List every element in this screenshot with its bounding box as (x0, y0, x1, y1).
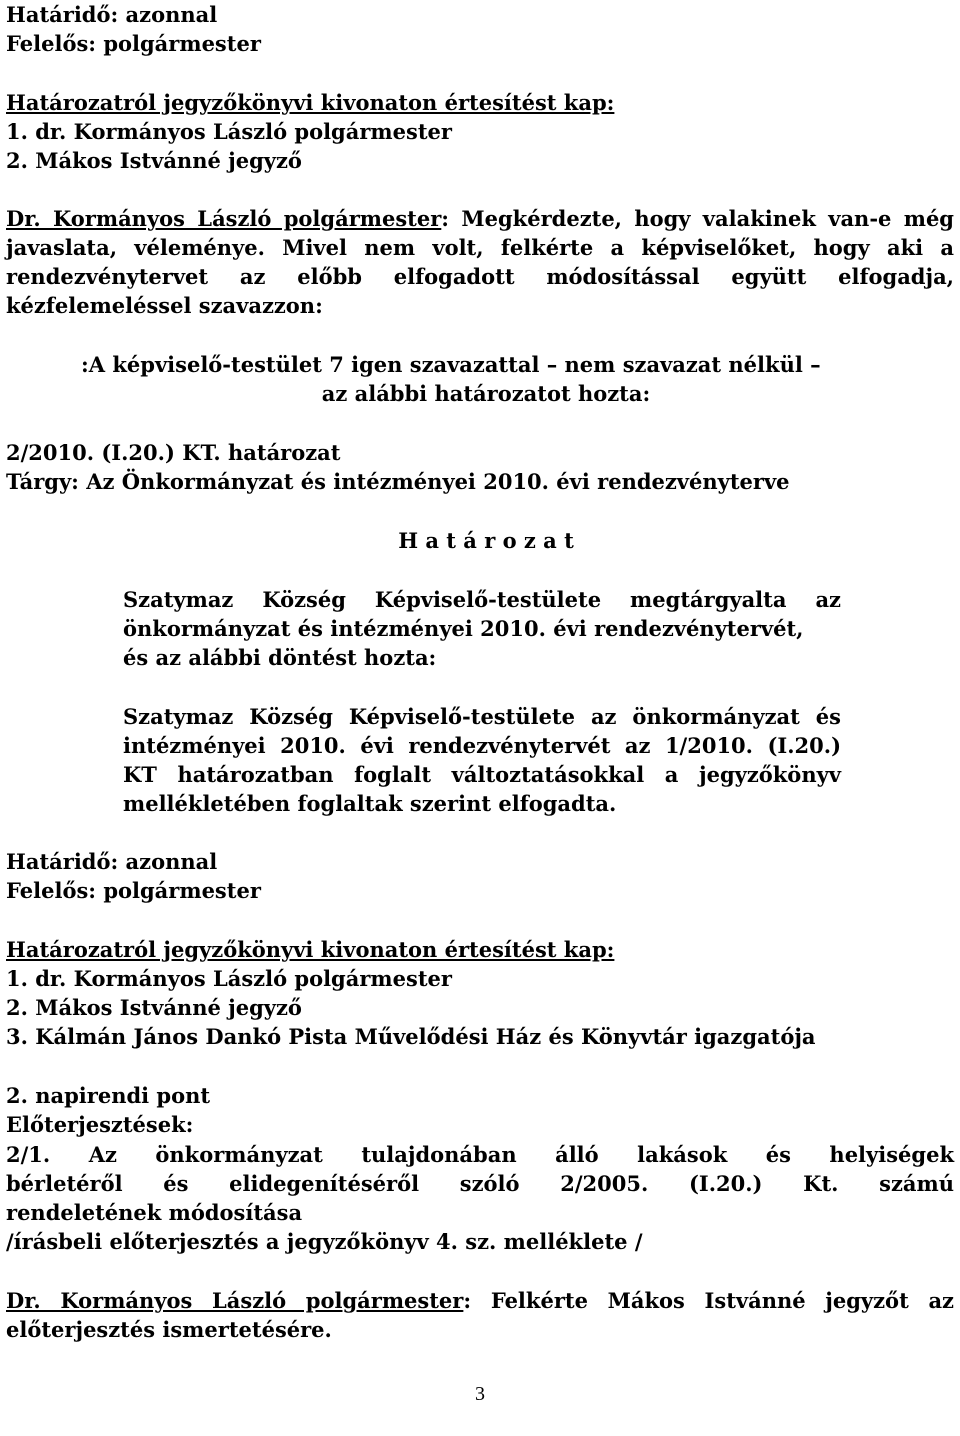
agenda-proposal-line2: bérletéről és elidegenítéséről szóló 2/2005. (I.20.) Kt. számú (6, 1171, 954, 1196)
agenda-item: 2. napirendi pont (6, 1083, 211, 1108)
resolution-p2-line4: mellékletében foglaltak szerint elfogadta. (123, 791, 617, 816)
speech1-line2b: Mivel nem volt, felkérte a képviselőket, hogy aki a (264, 235, 954, 260)
speech1-speaker: Dr. Kormányos László polgármester (6, 206, 442, 231)
speech1-line1 (6, 204, 954, 234)
responsible-1: Felelős: polgármester (6, 31, 261, 56)
speech1-line4: kézfelemeléssel szavazzon: (6, 293, 323, 318)
resolution-p2-line2: intézményei 2010. évi rendezvénytervét az 1/2010. (I.20.) (123, 733, 841, 758)
notify-item-1-1: 1. dr. Kormányos László polgármester (6, 119, 452, 144)
agenda-proposal-line1: 2/1. Az önkormányzat tulajdonában álló lakások és helyiségek (6, 1142, 954, 1167)
speech1-line3: rendezvénytervet az előbb elfogadott módosítással együtt elfogadja, (6, 264, 954, 289)
deadline-1: Határidő: azonnal (6, 2, 218, 27)
agenda-attachment: /írásbeli előterjesztés a jegyzőkönyv 4. sz. melléklete / (6, 1229, 643, 1254)
agenda-proposals: Előterjesztések: (6, 1112, 194, 1137)
resolution-p1-line1: Szatymaz Község Képviselő-testülete megtárgyalta az (123, 587, 841, 612)
vote-line2: az alábbi határozatot hozta: (321, 381, 651, 406)
notify-heading-2: Határozatról jegyzőkönyvi kivonaton értesítést kap: (6, 937, 615, 962)
speech2-line1-rest: : Felkérte Mákos Istvánné jegyzőt az (463, 1288, 954, 1313)
speech1-line1-rest: : Megkérdezte, hogy valakinek van-e még (441, 206, 954, 231)
notify-heading-1: Határozatról jegyzőkönyvi kivonaton értesítést kap: (6, 90, 615, 115)
speech1-line2 (6, 233, 954, 263)
agenda-proposal-line3: rendeletének módosítása (6, 1200, 303, 1225)
speech1-line2a: javaslata, véleménye. (6, 235, 265, 260)
deadline-2: Határidő: azonnal (6, 849, 218, 874)
resolution-p2-line3: KT határozatban foglalt változtatásokkal a jegyzőkönyv (123, 762, 841, 787)
notify-item-2-2: 2. Mákos Istvánné jegyző (6, 995, 302, 1020)
speech2-line2: előterjesztés ismertetésére. (6, 1317, 332, 1342)
resolution-p2-line1: Szatymaz Község Képviselő-testülete az önkormányzat és (123, 704, 841, 729)
notify-item-2-3: 3. Kálmán János Dankó Pista Művelődési Ház és Könyvtár igazgatója (6, 1024, 816, 1049)
resolution-subject: Tárgy: Az Önkormányzat és intézményei 2010. évi rendezvényterve (6, 469, 790, 494)
responsible-2: Felelős: polgármester (6, 878, 261, 903)
resolution-heading: H a t á r o z a t (398, 528, 574, 553)
page-number: 3 (475, 1383, 485, 1405)
speech2-speaker: Dr. Kormányos László polgármester (6, 1288, 464, 1313)
resolution-p1-line2: önkormányzat és intézményei 2010. évi rendezvénytervét, (123, 616, 804, 641)
resolution-p1-line3: és az alábbi döntést hozta: (123, 645, 437, 670)
resolution-number: 2/2010. (I.20.) KT. határozat (6, 440, 341, 465)
notify-item-1-2: 2. Mákos Istvánné jegyző (6, 148, 302, 173)
notify-item-2-1: 1. dr. Kormányos László polgármester (6, 966, 452, 991)
vote-line1: :A képviselő-testület 7 igen szavazattal – nem szavazat nélkül – (81, 352, 821, 377)
speech2-line1 (6, 1286, 954, 1316)
